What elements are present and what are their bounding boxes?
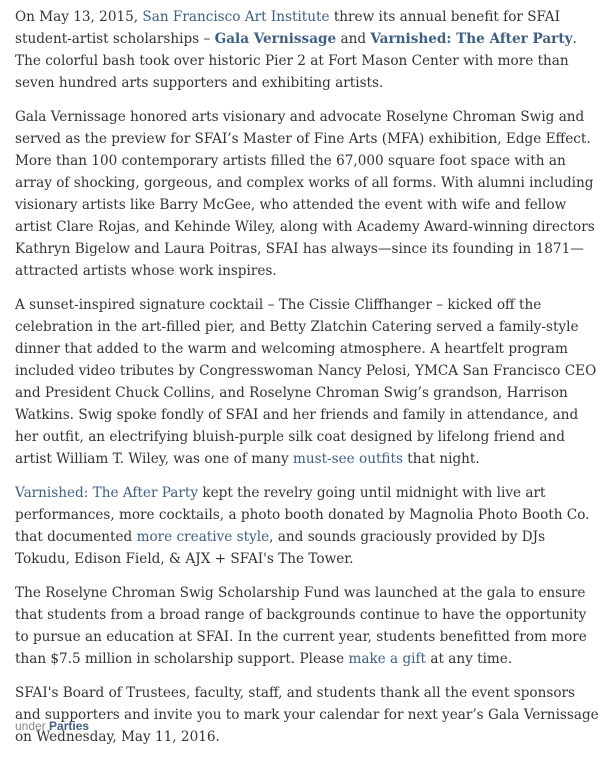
link-category-parties[interactable]: Parties: [49, 719, 90, 733]
intro-text-4: . The colorful bash took over historic Pier 2 at Fort Mason Center with more than seven hundred arts supporters and exhibiting artists.: [15, 31, 577, 91]
link-must-see-outfits[interactable]: must-see outfits: [292, 451, 403, 467]
link-make-a-gift[interactable]: make a gift: [348, 651, 427, 667]
paragraph-thanks: SFAI's Board of Trustees, faculty, staff, and students thank all the event sponsors and supporters and invite you to mark your calendar for next year’s Gala Vernissage on Wednesday, May 11, 2016.: [15, 685, 599, 745]
scholarship-text-1: The Roselyne Chroman Swig Scholarship Fund was launched at the gala to ensure that students from a broad range of backgrounds continue to have the opportunity to pursue an education at SFAI. In the current year, students benefitted from more than $7.5 million in scholarship support. Please: [15, 585, 587, 667]
program-text-2: that night.: [402, 451, 480, 467]
paragraph-after-party: [15, 482, 600, 570]
intro-text-1: On May 13, 2015,: [15, 9, 143, 25]
intro-text-2: threw its annual benefit for SFAI student-artist scholarships –: [15, 9, 560, 47]
scholarship-text-2: at any time.: [426, 651, 513, 667]
after-party-text-2: , and sounds graciously provided by DJs Tokudu, Edison Field, & AJX + SFAI's The Tower.: [15, 529, 546, 567]
after-party-text-1: kept the revelry going until midnight with live art performances, more cocktails, a photo booth donated by Magnolia Photo Booth Co. that documented: [15, 485, 590, 545]
paragraph-program: [15, 294, 600, 470]
footer-prefix: under: [15, 719, 50, 733]
link-varnished-after-party-2[interactable]: Varnished: The After Party: [15, 485, 199, 501]
program-text-1: A sunset-inspired signature cocktail – The Cissie Cliffhanger – kicked off the celebration in the art-filled pier, and Betty Zlatchin Catering served a family-style dinner that added to the warm and welcoming atmosphere. A heartfelt program included video tributes by Congresswoman Nancy Pelosi, YMCA San Francisco CEO and President Chuck Collins, and Roselyne Chroman Swig’s grandson, Harrison Watkins. Swig spoke fondly of SFAI and her friends and family in attendance, and her outfit, an electrifying bluish-purple silk coat designed by lifelong friend and artist William T. Wiley, was one of many: [15, 297, 597, 467]
link-more-creative-style[interactable]: more creative style: [136, 529, 270, 545]
intro-text-3: and: [336, 31, 371, 47]
category-footer: [15, 716, 89, 736]
link-gala-vernissage[interactable]: Gala Vernissage: [214, 31, 337, 47]
link-san-francisco-art-institute[interactable]: San Francisco Art Institute: [142, 9, 330, 25]
article-body: [15, 6, 600, 760]
paragraph-gala: Gala Vernissage honored arts visionary and advocate Roselyne Chroman Swig and served as the preview for SFAI’s Master of Fine Arts (MFA) exhibition, Edge Effect. More than 100 contemporary artists filled the 67,000 square foot space with an array of shocking, gorgeous, and complex works of all forms. With alumni including visionary artists like Barry McGee, who attended the event with wife and fellow artist Clare Rojas, and Kehinde Wiley, along with Academy Award-winning directors Kathryn Bigelow and Laura Poitras, SFAI has always—since its founding in 1871—attracted artists whose work inspires.: [15, 109, 595, 279]
paragraph-intro: [15, 6, 600, 94]
link-varnished-after-party[interactable]: Varnished: The After Party: [370, 31, 573, 47]
paragraph-scholarship: [15, 582, 600, 670]
